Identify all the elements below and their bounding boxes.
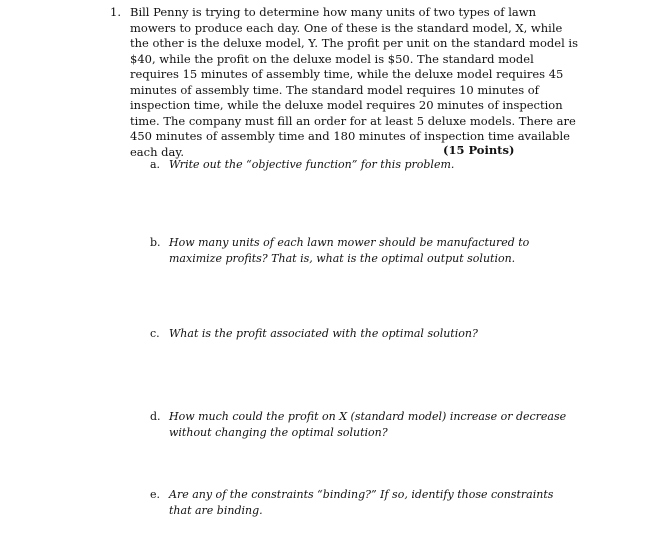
subquestion-b	[150, 235, 590, 266]
subquestion-e	[150, 487, 590, 518]
problem-line: 450 minutes of assembly time and 180 minutes of inspection time available	[130, 129, 570, 143]
subquestion-text: How much could the profit on X (standard model) increase or decrease	[169, 410, 567, 423]
subquestion-letter: d.	[150, 410, 161, 423]
problem-line: requires 15 minutes of assembly time, while the deluxe model requires 45	[130, 67, 564, 81]
subquestion-letter: b.	[150, 236, 161, 249]
subquestion-a	[150, 157, 590, 173]
points-label: (15 Points)	[443, 143, 515, 157]
subquestion-letter: e.	[150, 488, 161, 501]
problem-statement	[130, 5, 578, 160]
subquestion-text: Write out the “objective function” for this problem.	[169, 158, 455, 171]
question-number: 1.	[110, 5, 121, 19]
problem-line: mowers to produce each day. One of these is the standard model, X, while	[130, 20, 563, 35]
problem-line: time. The company must fill an order for at least 5 deluxe models. There are	[130, 113, 576, 128]
subquestion-text-continued: that are binding.	[169, 503, 263, 517]
problem-line: inspection time, while the deluxe model requires 20 minutes of inspection	[130, 98, 563, 112]
problem-line: $40, while the profit on the deluxe model is $50. The standard model	[130, 51, 534, 66]
problem-line: the other is the deluxe model, Y. The profit per unit on the standard model is	[130, 36, 578, 50]
subquestion-text: What is the profit associated with the optimal solution?	[169, 327, 478, 340]
subquestion-text-continued: without changing the optimal solution?	[169, 425, 388, 439]
subquestion-text: Are any of the constraints “binding?” If so, identify those constraints	[169, 488, 554, 501]
subquestion-d	[150, 409, 590, 440]
problem-line: Bill Penny is trying to determine how many units of two types of lawn	[130, 5, 536, 19]
problem-line: minutes of assembly time. The standard model requires 10 minutes of	[130, 82, 539, 97]
problem-line: each day.	[130, 144, 185, 159]
subquestion-letter: a.	[150, 158, 161, 171]
subquestion-text-continued: maximize profits? That is, what is the optimal output solution.	[169, 251, 516, 265]
subquestion-letter: c.	[150, 327, 160, 340]
subquestion-c	[150, 326, 590, 342]
subquestion-text: How many units of each lawn mower should be manufactured to	[169, 236, 530, 249]
